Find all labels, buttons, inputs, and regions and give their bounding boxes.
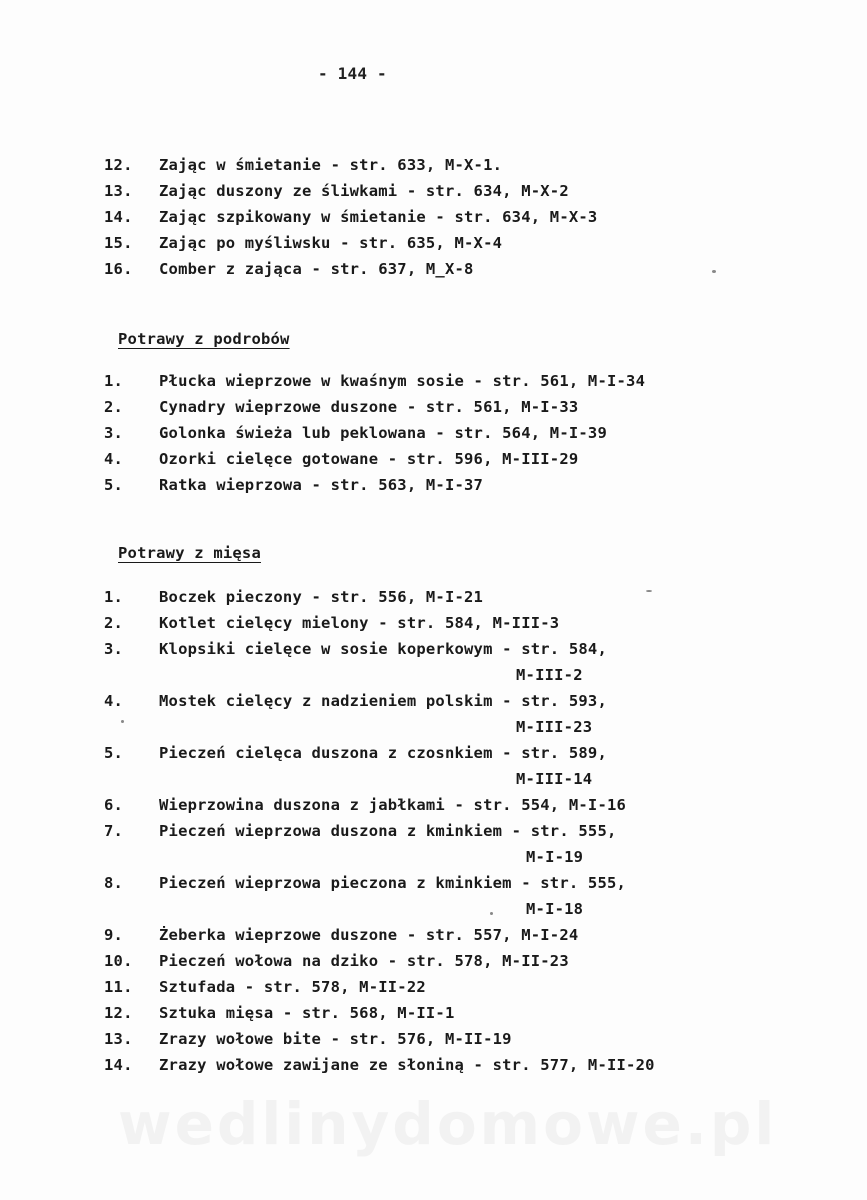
list-item <box>104 1004 455 1022</box>
item-text: Ratka wieprzowa - str. 563, M-I-37 <box>159 476 484 494</box>
item-text: Wieprzowina duszona z jabłkami - str. 554, M-I-16 <box>159 796 627 814</box>
list-item <box>104 450 578 468</box>
item-text: Zając duszony ze śliwkami - str. 634, M-X-2 <box>159 182 569 200</box>
list-item <box>104 398 578 416</box>
item-number: 5. <box>104 476 124 494</box>
item-number: 12. <box>104 156 133 174</box>
page-number: - 144 - <box>318 64 387 83</box>
item-number: 4. <box>104 450 124 468</box>
list-item <box>104 874 626 892</box>
list-item <box>104 614 559 632</box>
watermark: wedlinydomowe.pl <box>118 1090 778 1158</box>
item-text: Klopsiki cielęce w sosie koperkowym - str. 584, <box>159 640 607 658</box>
item-text: Ozorki cielęce gotowane - str. 596, M-III-29 <box>159 450 579 468</box>
list-item <box>104 260 474 278</box>
item-number: 9. <box>104 926 124 944</box>
scan-speck <box>646 590 652 592</box>
item-number: 7. <box>104 822 124 840</box>
item-number: 8. <box>104 874 124 892</box>
item-number: 14. <box>104 208 133 226</box>
scan-speck <box>712 270 716 273</box>
item-continuation: M-I-19 <box>526 848 584 866</box>
item-number: 16. <box>104 260 133 278</box>
item-number: 3. <box>104 424 124 442</box>
item-number: 11. <box>104 978 133 996</box>
item-number: 12. <box>104 1004 133 1022</box>
item-number: 5. <box>104 744 124 762</box>
item-number: 13. <box>104 182 133 200</box>
item-text: Pieczeń wołowa na dziko - str. 578, M-II-23 <box>159 952 569 970</box>
item-number: 3. <box>104 640 124 658</box>
item-text: Żeberka wieprzowe duszone - str. 557, M-I-24 <box>159 926 579 944</box>
item-text: Mostek cielęcy z nadzieniem polskim - str. 593, <box>159 692 607 710</box>
list-item <box>104 744 607 762</box>
item-number: 14. <box>104 1056 133 1074</box>
item-continuation: M-I-18 <box>526 900 584 918</box>
list-item <box>104 588 483 606</box>
item-number: 6. <box>104 796 124 814</box>
item-number: 4. <box>104 692 124 710</box>
list-item <box>104 372 645 390</box>
item-number: 2. <box>104 614 124 632</box>
list-item <box>104 156 502 174</box>
item-text: Sztuka mięsa - str. 568, M-II-1 <box>159 1004 455 1022</box>
scan-speck <box>490 912 493 915</box>
item-text: Zając w śmietanie - str. 633, M-X-1. <box>159 156 503 174</box>
list-item <box>104 822 617 840</box>
section-heading-mieso: Potrawy z mięsa <box>118 544 261 562</box>
list-item <box>104 182 569 200</box>
item-number: 1. <box>104 372 124 390</box>
item-continuation: M-III-23 <box>516 718 593 736</box>
item-text: Comber z zająca - str. 637, M_X-8 <box>159 260 474 278</box>
item-text: Pieczeń wieprzowa duszona z kminkiem - str. 555, <box>159 822 617 840</box>
item-text: Pieczeń cielęca duszona z czosnkiem - str. 589, <box>159 744 607 762</box>
list-item <box>104 692 607 710</box>
item-text: Boczek pieczony - str. 556, M-I-21 <box>159 588 484 606</box>
list-item <box>104 476 483 494</box>
item-text: Sztufada - str. 578, M-II-22 <box>159 978 426 996</box>
item-text: Zając po myśliwsku - str. 635, M-X-4 <box>159 234 503 252</box>
list-item <box>104 796 626 814</box>
item-text: Zrazy wołowe zawijane ze słoniną - str. 577, M-II-20 <box>159 1056 655 1074</box>
item-continuation: M-III-14 <box>516 770 593 788</box>
scan-speck <box>121 720 124 723</box>
item-text: Pieczeń wieprzowa pieczona z kminkiem - str. 555, <box>159 874 627 892</box>
item-text: Zając szpikowany w śmietanie - str. 634, M-X-3 <box>159 208 598 226</box>
list-item <box>104 978 426 996</box>
list-item <box>104 1030 512 1048</box>
item-number: 2. <box>104 398 124 416</box>
section-heading-podroby: Potrawy z podrobów <box>118 330 290 348</box>
item-continuation: M-III-2 <box>516 666 583 684</box>
item-number: 1. <box>104 588 124 606</box>
item-text: Golonka świeża lub peklowana - str. 564, M-I-39 <box>159 424 607 442</box>
list-item <box>104 926 578 944</box>
list-item <box>104 208 597 226</box>
item-text: Cynadry wieprzowe duszone - str. 561, M-I-33 <box>159 398 579 416</box>
list-item <box>104 952 569 970</box>
item-number: 13. <box>104 1030 133 1048</box>
list-item <box>104 424 607 442</box>
item-text: Płucka wieprzowe w kwaśnym sosie - str. 561, M-I-34 <box>159 372 646 390</box>
item-text: Kotlet cielęcy mielony - str. 584, M-III-3 <box>159 614 560 632</box>
list-item <box>104 234 502 252</box>
list-item <box>104 1056 655 1074</box>
item-number: 15. <box>104 234 133 252</box>
list-item <box>104 640 607 658</box>
item-text: Zrazy wołowe bite - str. 576, M-II-19 <box>159 1030 512 1048</box>
item-number: 10. <box>104 952 133 970</box>
